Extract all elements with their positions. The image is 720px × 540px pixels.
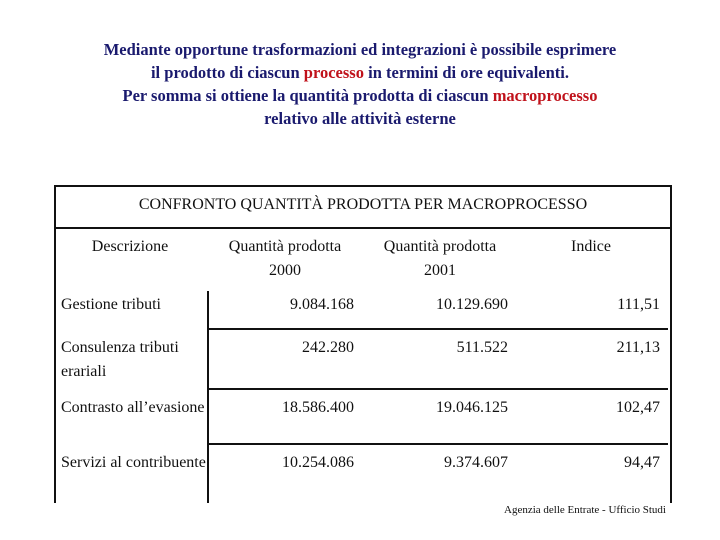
row-1-descrizione: Gestione tributi bbox=[61, 296, 161, 313]
row-3-indice: 102,47 bbox=[616, 399, 660, 416]
row-3-quantita-2000: 18.586.400 bbox=[282, 399, 354, 416]
divider-row-3 bbox=[207, 443, 668, 445]
intro-text bbox=[20, 38, 700, 130]
row-4-quantita-2001: 9.374.607 bbox=[444, 454, 508, 471]
table-title: CONFRONTO QUANTITÀ PRODOTTA PER MACROPROCESSO bbox=[56, 187, 670, 229]
intro-line-4: relativo alle attività esterne bbox=[264, 109, 456, 128]
footer-source: Agenzia delle Entrate - Ufficio Studi bbox=[504, 504, 666, 516]
comparison-table bbox=[54, 185, 672, 503]
header-descrizione: Descrizione bbox=[91, 238, 169, 255]
row-2-indice: 211,13 bbox=[616, 339, 660, 356]
header-indice: Indice bbox=[571, 238, 611, 255]
divider-row-2 bbox=[207, 388, 668, 390]
row-4-descrizione: Servizi al contribuente bbox=[61, 454, 206, 471]
intro-line-2 bbox=[20, 61, 700, 84]
row-4-quantita-2000: 10.254.086 bbox=[282, 454, 354, 471]
divider-row-1 bbox=[207, 328, 668, 330]
header-quantita-2000: Quantità prodotta 2000 bbox=[228, 238, 342, 279]
divider-description-column bbox=[207, 291, 209, 503]
row-2-quantita-2000: 242.280 bbox=[302, 339, 354, 356]
highlight-processo: processo bbox=[303, 63, 364, 82]
intro-line-2-start: il prodotto di ciascun bbox=[150, 63, 304, 82]
intro-line-3 bbox=[20, 84, 700, 107]
intro-line-1: Mediante opportune trasformazioni ed integrazioni è possibile esprimere bbox=[103, 40, 617, 59]
intro-line-3-start: Per somma si ottiene la quantità prodotta di ciascun bbox=[122, 86, 493, 105]
row-1-quantita-2000: 9.084.168 bbox=[290, 296, 354, 313]
row-4-indice: 94,47 bbox=[624, 454, 660, 471]
intro-line-2-end: in termini di ore equivalenti. bbox=[363, 63, 570, 82]
row-3-quantita-2001: 19.046.125 bbox=[436, 399, 508, 416]
highlight-macroprocesso: macroprocesso bbox=[492, 86, 598, 105]
row-1-quantita-2001: 10.129.690 bbox=[436, 296, 508, 313]
header-quantita-2001: Quantità prodotta 2001 bbox=[383, 238, 497, 279]
row-3-descrizione: Contrasto all’evasione bbox=[61, 399, 205, 416]
row-2-quantita-2001: 511.522 bbox=[456, 339, 508, 356]
row-2-descrizione: Consulenza tributi erariali bbox=[61, 339, 179, 380]
row-1-indice: 111,51 bbox=[617, 296, 660, 313]
